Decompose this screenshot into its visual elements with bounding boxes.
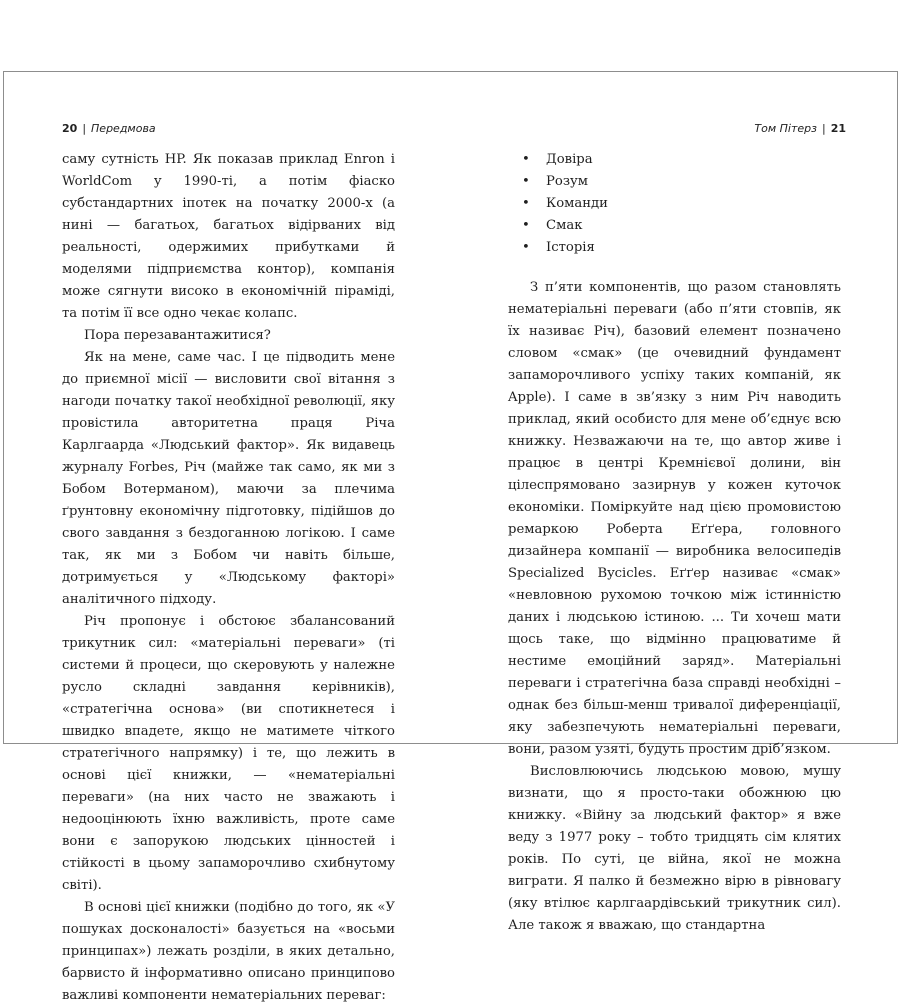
bullet-list [508,149,841,259]
right-page-text [508,149,841,937]
list-item: • Розум [508,171,841,193]
paragraph: саму сутність HP. Як показав приклад Enron і WorldCom у 1990-ті, а потім фіаско субстандартних іпотек на початку 2000-х (а нині — багатьох, багатьох відірваних від реальності, одержимих прибутками й моделями підприємства контор), компанія може сягнути високо в економічній піраміді, та потім її все одно чекає колапс. [62,152,395,321]
left-page-text [62,149,395,1007]
right-page-number: 21 [830,122,846,135]
bullet-icon: • [522,218,530,233]
paragraph: З п’яти компонентів, що разом становлять нематеріальні переваги (або п’яти стовпів, як їх називає Річ), базовий елемент позначено словом «смак» (це очевидний фундамент запаморочливого успіху таких компаній, як Apple). І саме в зв’язку з ним Річ наводить приклад, який особисто для мене об’єднує всю книжку. Незважаючи на те, що автор живе і працює в центрі Кремнієвої долини, він цілеспрямовано зазирнув у кожен куточок економіки. Поміркуйте над цією промовистою ремаркою Роберта Еґґера, головного дизайнера компанії — виробника велосипедів Specialized Bycicles. Еґґер називає «смак» «невловною рухомою точкою між істинністю даних і людською істиною. ... Ти хочеш мати щось таке, що відмінно працюватиме й нестиме емоційний заряд». Матеріальні переваги і стратегічна база справді необхідні – однак без більш-менш тривалої диференціації, яку забезпечують нематеріальні переваги, вони, разом узяті, будуть простим дріб’язком. [508,280,841,757]
paragraph: В основі цієї книжки (подібно до того, як «У пошуках досконалості» базується на «восьми принципах») лежать розділи, в яких детально, барвисто й інформативно описано принципово важливі компоненти нематеріальних переваг: [62,900,395,1003]
list-item: • Смак [508,215,841,237]
left-header-separator: | [82,122,87,135]
paragraph: Річ пропонує і обстоює збалансований трикутник сил: «матеріальні переваги» (ті системи й процеси, що скеровують у належне русло складні завдання керівників), «стратегічна основа» (ви спотикнетеся і швидко впадете, якщо не матимете чіткого стратегічного напрямку) і те, що лежить в основі цієї книжки, — «нематеріальні переваги» (на них часто не зважають і недооцінюють їхню важливість, проте саме вони є запорукою людських цінностей і стійкості в цьому запаморочливо схибнутому світі). [62,614,395,893]
list-item: • Довіра [508,149,841,171]
list-item: • Команди [508,193,841,215]
bullet-icon: • [522,174,530,189]
right-header-author: Том Пітерз [754,122,817,135]
bullet-icon: • [522,240,530,255]
bullet-icon: • [522,196,530,211]
list-item: • Історія [508,237,841,259]
right-page-header [754,122,846,135]
left-section-title: Передмова [91,122,156,135]
paragraph: Як на мене, саме час. І це підводить мене до приємної місії — висловити свої вітання з нагоди початку такої необхідної революції, яку провістила авторитетна праця Річа Карлгаарда «Людський фактор». Як видавець журналу Forbes, Річ (майже так само, як ми з Бобом Вотерманом), маючи за плечима ґрунтовну економічну підготовку, підійшов до свого завдання з бездоганною логікою. І саме так, як ми з Бобом чи навіть більше, дотримується у «Людському факторі» аналітичного підходу. [62,350,395,607]
paragraph: Пора перезавантажитися? [84,328,271,343]
right-header-separator: | [821,122,826,135]
paragraph: Висловлюючись людською мовою, мушу визнати, що я просто-таки обожнюю цю книжку. «Війну за людський фактор» я вже веду з 1977 року – тобто тридцять сім клятих років. По суті, це війна, якої не можна виграти. Я палко й безмежно вірю в рівновагу (яку втілює карлгаардівський трикутник сил). Але також я вважаю, що стандартна [508,764,841,933]
left-page-header [62,122,156,135]
left-page-number: 20 [62,122,78,135]
bullet-icon: • [522,152,530,167]
